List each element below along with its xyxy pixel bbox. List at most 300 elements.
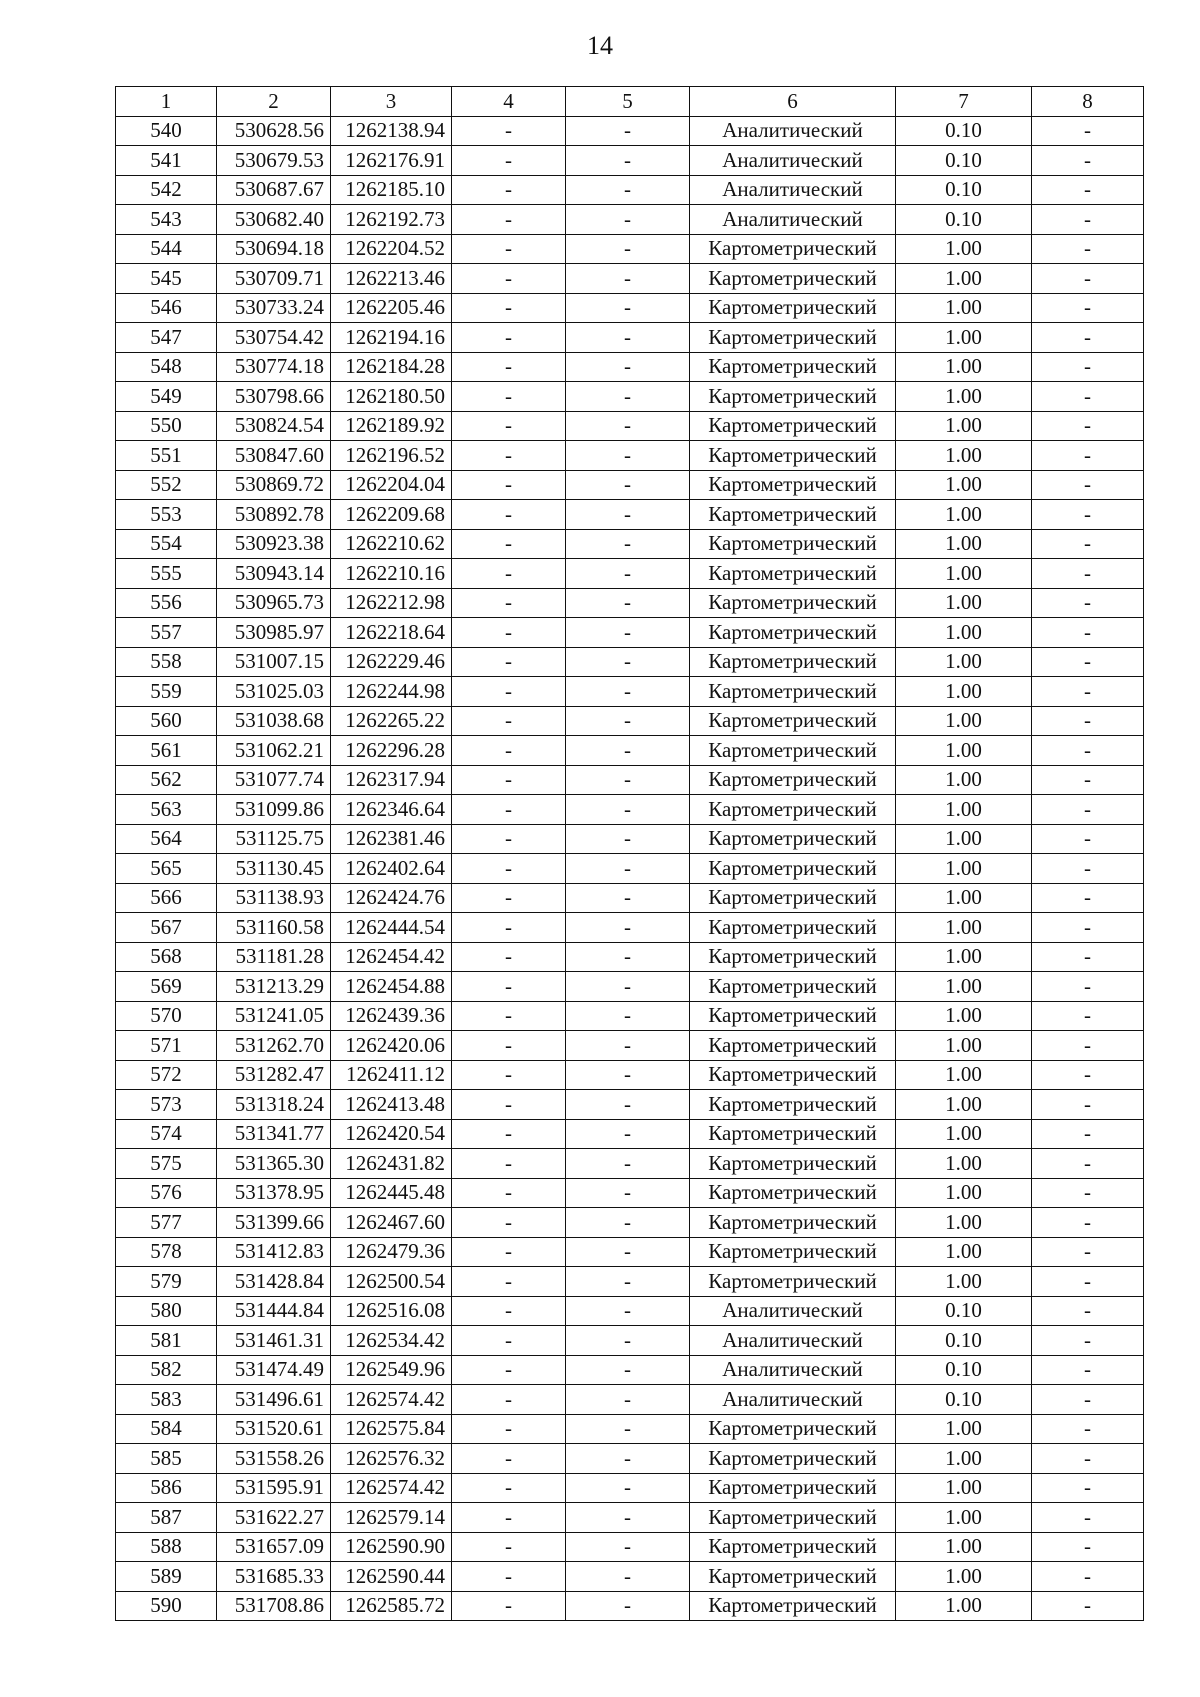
x-coordinate-cell: 531025.03 [217, 677, 331, 707]
y-coordinate-cell: 1262590.44 [331, 1562, 452, 1592]
table-header-row [116, 87, 1144, 117]
point-number-cell: 540 [116, 116, 217, 146]
column-header: 8 [1032, 87, 1144, 117]
column-8-cell: - [1032, 352, 1144, 382]
column-8-cell: - [1032, 382, 1144, 412]
accuracy-cell: 1.00 [896, 1090, 1032, 1120]
table-row [116, 323, 1144, 353]
column-5-cell: - [566, 1532, 690, 1562]
column-8-cell: - [1032, 1060, 1144, 1090]
column-8-cell: - [1032, 146, 1144, 176]
column-4-cell: - [452, 1208, 566, 1238]
method-cell: Аналитический [690, 1326, 896, 1356]
x-coordinate-cell: 531038.68 [217, 706, 331, 736]
column-4-cell: - [452, 1503, 566, 1533]
accuracy-cell: 0.10 [896, 175, 1032, 205]
accuracy-cell: 1.00 [896, 883, 1032, 913]
method-cell: Картометрический [690, 1444, 896, 1474]
column-8-cell: - [1032, 647, 1144, 677]
column-8-cell: - [1032, 175, 1144, 205]
x-coordinate-cell: 530798.66 [217, 382, 331, 412]
x-coordinate-cell: 531399.66 [217, 1208, 331, 1238]
column-4-cell: - [452, 883, 566, 913]
table-row [116, 1237, 1144, 1267]
column-4-cell: - [452, 647, 566, 677]
point-number-cell: 568 [116, 942, 217, 972]
accuracy-cell: 1.00 [896, 1119, 1032, 1149]
table-row [116, 352, 1144, 382]
table-row [116, 677, 1144, 707]
x-coordinate-cell: 531685.33 [217, 1562, 331, 1592]
column-5-cell: - [566, 1385, 690, 1415]
page-number: 14 [587, 31, 613, 60]
x-coordinate-cell: 530709.71 [217, 264, 331, 294]
column-8-cell: - [1032, 913, 1144, 943]
y-coordinate-cell: 1262420.06 [331, 1031, 452, 1061]
column-4-cell: - [452, 972, 566, 1002]
column-5-cell: - [566, 647, 690, 677]
column-5-cell: - [566, 205, 690, 235]
accuracy-cell: 1.00 [896, 706, 1032, 736]
accuracy-cell: 1.00 [896, 913, 1032, 943]
table-row [116, 382, 1144, 412]
method-cell: Картометрический [690, 1149, 896, 1179]
column-4-cell: - [452, 1473, 566, 1503]
column-header: 7 [896, 87, 1032, 117]
column-5-cell: - [566, 795, 690, 825]
column-4-cell: - [452, 116, 566, 146]
table-row [116, 618, 1144, 648]
column-4-cell: - [452, 677, 566, 707]
column-8-cell: - [1032, 765, 1144, 795]
table-row [116, 500, 1144, 530]
y-coordinate-cell: 1262411.12 [331, 1060, 452, 1090]
column-8-cell: - [1032, 293, 1144, 323]
accuracy-cell: 1.00 [896, 1444, 1032, 1474]
point-number-cell: 586 [116, 1473, 217, 1503]
column-8-cell: - [1032, 706, 1144, 736]
point-number-cell: 555 [116, 559, 217, 589]
x-coordinate-cell: 531412.83 [217, 1237, 331, 1267]
table-row [116, 293, 1144, 323]
x-coordinate-cell: 530985.97 [217, 618, 331, 648]
column-5-cell: - [566, 972, 690, 1002]
method-cell: Аналитический [690, 1355, 896, 1385]
column-4-cell: - [452, 824, 566, 854]
x-coordinate-cell: 531213.29 [217, 972, 331, 1002]
point-number-cell: 588 [116, 1532, 217, 1562]
accuracy-cell: 1.00 [896, 1237, 1032, 1267]
point-number-cell: 580 [116, 1296, 217, 1326]
column-8-cell: - [1032, 1237, 1144, 1267]
y-coordinate-cell: 1262196.52 [331, 441, 452, 471]
point-number-cell: 579 [116, 1267, 217, 1297]
accuracy-cell: 1.00 [896, 500, 1032, 530]
point-number-cell: 582 [116, 1355, 217, 1385]
table-body [116, 116, 1144, 1621]
column-8-cell: - [1032, 470, 1144, 500]
column-8-cell: - [1032, 972, 1144, 1002]
column-4-cell: - [452, 765, 566, 795]
column-8-cell: - [1032, 1090, 1144, 1120]
accuracy-cell: 1.00 [896, 293, 1032, 323]
point-number-cell: 564 [116, 824, 217, 854]
y-coordinate-cell: 1262317.94 [331, 765, 452, 795]
x-coordinate-cell: 531428.84 [217, 1267, 331, 1297]
method-cell: Картометрический [690, 1532, 896, 1562]
column-8-cell: - [1032, 234, 1144, 264]
y-coordinate-cell: 1262176.91 [331, 146, 452, 176]
accuracy-cell: 1.00 [896, 1001, 1032, 1031]
accuracy-cell: 1.00 [896, 1060, 1032, 1090]
point-number-cell: 545 [116, 264, 217, 294]
point-number-cell: 558 [116, 647, 217, 677]
point-number-cell: 556 [116, 588, 217, 618]
column-8-cell: - [1032, 1326, 1144, 1356]
column-8-cell: - [1032, 116, 1144, 146]
column-4-cell: - [452, 1591, 566, 1621]
method-cell: Картометрический [690, 883, 896, 913]
accuracy-cell: 1.00 [896, 1414, 1032, 1444]
column-4-cell: - [452, 736, 566, 766]
column-5-cell: - [566, 1267, 690, 1297]
table-row [116, 736, 1144, 766]
point-number-cell: 549 [116, 382, 217, 412]
accuracy-cell: 0.10 [896, 146, 1032, 176]
method-cell: Картометрический [690, 1119, 896, 1149]
accuracy-cell: 1.00 [896, 1562, 1032, 1592]
accuracy-cell: 1.00 [896, 323, 1032, 353]
method-cell: Картометрический [690, 264, 896, 294]
point-number-cell: 559 [116, 677, 217, 707]
point-number-cell: 560 [116, 706, 217, 736]
table-row [116, 765, 1144, 795]
column-5-cell: - [566, 1355, 690, 1385]
method-cell: Картометрический [690, 1562, 896, 1592]
column-5-cell: - [566, 529, 690, 559]
table-row [116, 234, 1144, 264]
table-row [116, 205, 1144, 235]
x-coordinate-cell: 531130.45 [217, 854, 331, 884]
table-row [116, 1532, 1144, 1562]
column-4-cell: - [452, 588, 566, 618]
x-coordinate-cell: 531622.27 [217, 1503, 331, 1533]
x-coordinate-cell: 531062.21 [217, 736, 331, 766]
point-number-cell: 546 [116, 293, 217, 323]
accuracy-cell: 1.00 [896, 234, 1032, 264]
column-5-cell: - [566, 1031, 690, 1061]
x-coordinate-cell: 530774.18 [217, 352, 331, 382]
column-8-cell: - [1032, 883, 1144, 913]
point-number-cell: 578 [116, 1237, 217, 1267]
point-number-cell: 551 [116, 441, 217, 471]
method-cell: Картометрический [690, 942, 896, 972]
column-8-cell: - [1032, 1119, 1144, 1149]
method-cell: Картометрический [690, 1208, 896, 1238]
x-coordinate-cell: 530628.56 [217, 116, 331, 146]
column-5-cell: - [566, 1149, 690, 1179]
x-coordinate-cell: 530943.14 [217, 559, 331, 589]
column-5-cell: - [566, 500, 690, 530]
table-row [116, 1001, 1144, 1031]
y-coordinate-cell: 1262575.84 [331, 1414, 452, 1444]
column-5-cell: - [566, 588, 690, 618]
accuracy-cell: 1.00 [896, 264, 1032, 294]
y-coordinate-cell: 1262296.28 [331, 736, 452, 766]
accuracy-cell: 1.00 [896, 647, 1032, 677]
point-number-cell: 567 [116, 913, 217, 943]
column-4-cell: - [452, 618, 566, 648]
column-5-cell: - [566, 323, 690, 353]
table-row [116, 559, 1144, 589]
method-cell: Картометрический [690, 1090, 896, 1120]
column-5-cell: - [566, 1503, 690, 1533]
table-row [116, 706, 1144, 736]
method-cell: Картометрический [690, 1001, 896, 1031]
column-8-cell: - [1032, 559, 1144, 589]
point-number-cell: 572 [116, 1060, 217, 1090]
column-4-cell: - [452, 323, 566, 353]
column-5-cell: - [566, 1473, 690, 1503]
column-5-cell: - [566, 854, 690, 884]
method-cell: Аналитический [690, 175, 896, 205]
x-coordinate-cell: 531125.75 [217, 824, 331, 854]
column-4-cell: - [452, 441, 566, 471]
table-row [116, 1444, 1144, 1474]
point-number-cell: 552 [116, 470, 217, 500]
y-coordinate-cell: 1262244.98 [331, 677, 452, 707]
table-row [116, 264, 1144, 294]
accuracy-cell: 0.10 [896, 1385, 1032, 1415]
accuracy-cell: 1.00 [896, 1267, 1032, 1297]
column-4-cell: - [452, 913, 566, 943]
column-8-cell: - [1032, 1178, 1144, 1208]
y-coordinate-cell: 1262138.94 [331, 116, 452, 146]
x-coordinate-cell: 531474.49 [217, 1355, 331, 1385]
column-8-cell: - [1032, 1031, 1144, 1061]
point-number-cell: 553 [116, 500, 217, 530]
column-4-cell: - [452, 1355, 566, 1385]
table-row [116, 942, 1144, 972]
table-row [116, 1385, 1144, 1415]
column-4-cell: - [452, 529, 566, 559]
column-5-cell: - [566, 1090, 690, 1120]
y-coordinate-cell: 1262431.82 [331, 1149, 452, 1179]
column-header: 5 [566, 87, 690, 117]
column-5-cell: - [566, 1208, 690, 1238]
y-coordinate-cell: 1262590.90 [331, 1532, 452, 1562]
column-8-cell: - [1032, 618, 1144, 648]
x-coordinate-cell: 531318.24 [217, 1090, 331, 1120]
accuracy-cell: 0.10 [896, 1326, 1032, 1356]
column-5-cell: - [566, 441, 690, 471]
point-number-cell: 581 [116, 1326, 217, 1356]
column-4-cell: - [452, 470, 566, 500]
accuracy-cell: 1.00 [896, 795, 1032, 825]
table-row [116, 1326, 1144, 1356]
y-coordinate-cell: 1262189.92 [331, 411, 452, 441]
accuracy-cell: 1.00 [896, 352, 1032, 382]
table-row [116, 529, 1144, 559]
table-row [116, 1119, 1144, 1149]
point-number-cell: 565 [116, 854, 217, 884]
y-coordinate-cell: 1262500.54 [331, 1267, 452, 1297]
point-number-cell: 548 [116, 352, 217, 382]
x-coordinate-cell: 530687.67 [217, 175, 331, 205]
method-cell: Картометрический [690, 706, 896, 736]
x-coordinate-cell: 531099.86 [217, 795, 331, 825]
table-row [116, 824, 1144, 854]
y-coordinate-cell: 1262439.36 [331, 1001, 452, 1031]
method-cell: Картометрический [690, 234, 896, 264]
column-8-cell: - [1032, 942, 1144, 972]
table-row [116, 883, 1144, 913]
column-4-cell: - [452, 559, 566, 589]
method-cell: Картометрический [690, 1503, 896, 1533]
accuracy-cell: 0.10 [896, 1355, 1032, 1385]
column-4-cell: - [452, 500, 566, 530]
y-coordinate-cell: 1262194.16 [331, 323, 452, 353]
column-5-cell: - [566, 146, 690, 176]
accuracy-cell: 1.00 [896, 382, 1032, 412]
table-row [116, 1208, 1144, 1238]
y-coordinate-cell: 1262574.42 [331, 1473, 452, 1503]
accuracy-cell: 1.00 [896, 1149, 1032, 1179]
column-8-cell: - [1032, 500, 1144, 530]
point-number-cell: 557 [116, 618, 217, 648]
y-coordinate-cell: 1262445.48 [331, 1178, 452, 1208]
accuracy-cell: 1.00 [896, 736, 1032, 766]
column-5-cell: - [566, 618, 690, 648]
column-5-cell: - [566, 116, 690, 146]
column-4-cell: - [452, 1326, 566, 1356]
column-8-cell: - [1032, 1149, 1144, 1179]
table-row [116, 647, 1144, 677]
column-8-cell: - [1032, 854, 1144, 884]
column-8-cell: - [1032, 529, 1144, 559]
method-cell: Картометрический [690, 677, 896, 707]
column-8-cell: - [1032, 205, 1144, 235]
table-row [116, 1414, 1144, 1444]
column-5-cell: - [566, 1591, 690, 1621]
point-number-cell: 574 [116, 1119, 217, 1149]
column-4-cell: - [452, 205, 566, 235]
point-number-cell: 587 [116, 1503, 217, 1533]
column-5-cell: - [566, 352, 690, 382]
point-number-cell: 584 [116, 1414, 217, 1444]
x-coordinate-cell: 531520.61 [217, 1414, 331, 1444]
column-5-cell: - [566, 1001, 690, 1031]
column-8-cell: - [1032, 1355, 1144, 1385]
column-4-cell: - [452, 1119, 566, 1149]
x-coordinate-cell: 531160.58 [217, 913, 331, 943]
column-8-cell: - [1032, 1001, 1144, 1031]
method-cell: Картометрический [690, 1414, 896, 1444]
column-4-cell: - [452, 1385, 566, 1415]
accuracy-cell: 1.00 [896, 972, 1032, 1002]
method-cell: Картометрический [690, 411, 896, 441]
point-number-cell: 569 [116, 972, 217, 1002]
method-cell: Картометрический [690, 647, 896, 677]
x-coordinate-cell: 530847.60 [217, 441, 331, 471]
column-4-cell: - [452, 234, 566, 264]
y-coordinate-cell: 1262454.88 [331, 972, 452, 1002]
column-8-cell: - [1032, 411, 1144, 441]
y-coordinate-cell: 1262585.72 [331, 1591, 452, 1621]
column-4-cell: - [452, 795, 566, 825]
y-coordinate-cell: 1262210.16 [331, 559, 452, 589]
y-coordinate-cell: 1262210.62 [331, 529, 452, 559]
method-cell: Картометрический [690, 736, 896, 766]
column-5-cell: - [566, 175, 690, 205]
column-header: 3 [331, 87, 452, 117]
y-coordinate-cell: 1262479.36 [331, 1237, 452, 1267]
point-number-cell: 563 [116, 795, 217, 825]
y-coordinate-cell: 1262549.96 [331, 1355, 452, 1385]
x-coordinate-cell: 531007.15 [217, 647, 331, 677]
column-4-cell: - [452, 146, 566, 176]
accuracy-cell: 1.00 [896, 411, 1032, 441]
y-coordinate-cell: 1262454.42 [331, 942, 452, 972]
column-8-cell: - [1032, 323, 1144, 353]
accuracy-cell: 1.00 [896, 854, 1032, 884]
accuracy-cell: 1.00 [896, 1532, 1032, 1562]
y-coordinate-cell: 1262346.64 [331, 795, 452, 825]
method-cell: Картометрический [690, 913, 896, 943]
table-row [116, 1149, 1144, 1179]
method-cell: Картометрический [690, 1060, 896, 1090]
column-4-cell: - [452, 293, 566, 323]
column-5-cell: - [566, 677, 690, 707]
x-coordinate-cell: 531558.26 [217, 1444, 331, 1474]
column-4-cell: - [452, 175, 566, 205]
column-8-cell: - [1032, 1208, 1144, 1238]
y-coordinate-cell: 1262185.10 [331, 175, 452, 205]
method-cell: Картометрический [690, 1031, 896, 1061]
method-cell: Картометрический [690, 1591, 896, 1621]
point-number-cell: 577 [116, 1208, 217, 1238]
y-coordinate-cell: 1262576.32 [331, 1444, 452, 1474]
accuracy-cell: 1.00 [896, 559, 1032, 589]
table-row [116, 972, 1144, 1002]
table-row [116, 470, 1144, 500]
column-8-cell: - [1032, 264, 1144, 294]
column-4-cell: - [452, 1001, 566, 1031]
x-coordinate-cell: 530754.42 [217, 323, 331, 353]
column-header: 6 [690, 87, 896, 117]
accuracy-cell: 1.00 [896, 942, 1032, 972]
y-coordinate-cell: 1262212.98 [331, 588, 452, 618]
column-5-cell: - [566, 559, 690, 589]
table-row [116, 1267, 1144, 1297]
column-8-cell: - [1032, 1562, 1144, 1592]
point-number-cell: 573 [116, 1090, 217, 1120]
x-coordinate-cell: 531077.74 [217, 765, 331, 795]
table-row [116, 913, 1144, 943]
accuracy-cell: 1.00 [896, 529, 1032, 559]
point-number-cell: 576 [116, 1178, 217, 1208]
point-number-cell: 542 [116, 175, 217, 205]
accuracy-cell: 0.10 [896, 1296, 1032, 1326]
table-row [116, 1296, 1144, 1326]
y-coordinate-cell: 1262209.68 [331, 500, 452, 530]
method-cell: Картометрический [690, 529, 896, 559]
column-5-cell: - [566, 883, 690, 913]
point-number-cell: 554 [116, 529, 217, 559]
column-8-cell: - [1032, 1473, 1144, 1503]
x-coordinate-cell: 531595.91 [217, 1473, 331, 1503]
method-cell: Картометрический [690, 352, 896, 382]
